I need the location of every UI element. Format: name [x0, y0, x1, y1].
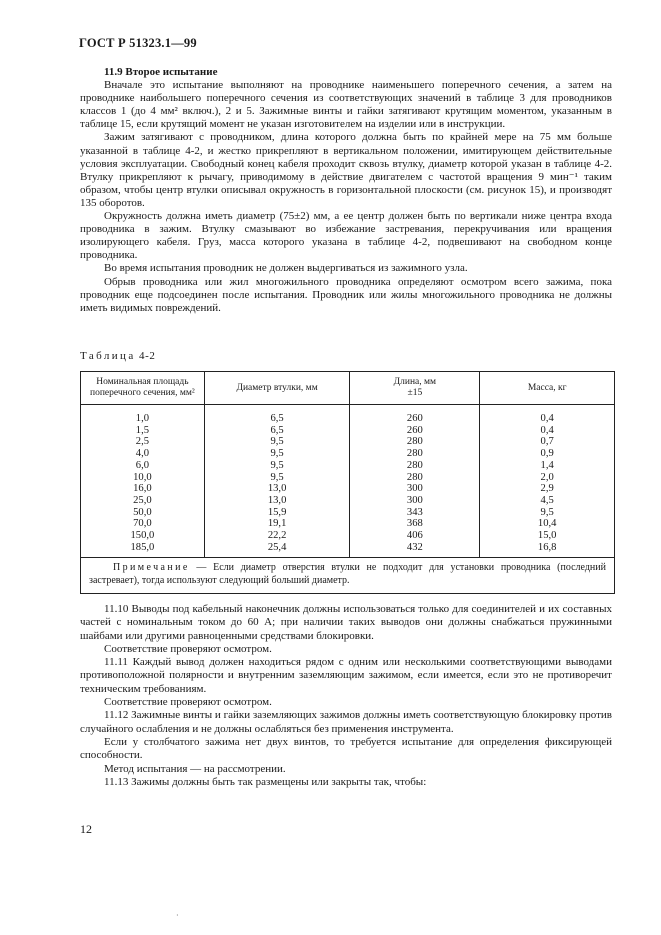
paragraph: Зажим затягивают с проводником, длина которого должна быть по крайней мере на 75 мм больше указанной в таблице 4-2, и жестко прикрепляют в вертикальном положении, имитирующем действительные условия эксплуатации. Свободный конец кабеля проходит сквозь втулку, диаметр которой указан в таблице 4-2. Втулку прикрепляют к рычагу, приводимому в действие двигателем с частотой вращения 9 мин⁻¹ таким образом, чтобы центр втулки описывал окружность в горизонтальной плоскости (см. рисунок 15), и производят 135 оборотов.	[80, 131, 612, 209]
table-caption-number: 4-2	[138, 350, 156, 362]
table-note	[81, 558, 615, 594]
paragraph: Соответствие проверяют осмотром.	[104, 696, 272, 709]
header-mass: Масса, кг	[480, 372, 615, 405]
paragraph: 11.12 Зажимные винты и гайки заземляющих зажимов должны иметь соответствующую блокировку против случайного ослабления и не должны ослабляться без применения инструмента.	[80, 709, 612, 735]
column-diameter: 6,5 6,5 9,5 9,5 9,5 9,5 13,0 13,0 15,9 19,1 22,2 25,4	[204, 405, 350, 558]
column-area: 1,0 1,5 2,5 4,0 6,0 10,0 16,0 25,0 50,0 70,0 150,0 185,0	[81, 405, 205, 558]
page-number: 12	[80, 822, 92, 836]
paragraph: Метод испытания — на рассмотрении.	[104, 762, 286, 775]
note-text: — Если диаметр отверстия втулки не подходит для установки проводника (последний застревает), тогда используют следующий больший диаметр.	[89, 562, 606, 586]
paragraph: Если у столбчатого зажима нет двух винтов, то требуется испытание для определения фиксирующей способности.	[80, 735, 612, 762]
paragraph: Вначале это испытание выполняют на проводнике наименьшего поперечного сечения, а затем на проводнике наибольшего поперечного сечения из соответствующих значений в таблице 3 для проводников классов 1 (до 4 мм² включ.), 2 и 5. Зажимные винты и гайки затягивают крутящим моментом, указанным в таблице 15, если крутящий момент не указан изготовителем на изделии или в инструкции.	[80, 79, 612, 131]
sections-11-10-to-11-13	[80, 603, 612, 789]
header-length: Длина, мм ±15	[350, 372, 480, 405]
note-label: Примечание	[113, 562, 190, 574]
paragraph: Обрыв проводника или жил многожильного проводника определяют осмотром всего зажима, пока проводник еще подсоединен после испытания. Проводник или жилы многожильного проводника не должны иметь видимых повреждений.	[80, 275, 612, 314]
scan-mark: ·	[176, 911, 179, 920]
table-4-2	[80, 371, 615, 594]
column-length: 260 260 280 280 280 280 300 300 343 368 406 432	[350, 405, 480, 558]
table-data-row	[81, 405, 615, 558]
paragraph: Во время испытания проводник не должен выдергиваться из зажимного узла.	[104, 262, 468, 275]
paragraph: Соответствие проверяют осмотром.	[104, 642, 272, 655]
document-header: ГОСТ Р 51323.1—99	[79, 36, 197, 50]
column-mass: 0,4 0,4 0,7 0,9 1,4 2,0 2,9 4,5 9,5 10,4 15,0 16,8	[480, 405, 615, 558]
paragraph: Окружность должна иметь диаметр (75±2) мм, а ее центр должен быть по вертикали ниже центра входа проводника в зажим. Втулку смазывают во избежание застревания, перекручивания или вращения изолирующего кабеля. Груз, масса которого указана в таблице 4-2, подвешивают на свободном конце проводника.	[80, 210, 612, 262]
header-diameter: Диаметр втулки, мм	[204, 372, 350, 405]
paragraph: 11.10 Выводы под кабельный наконечник должны использоваться только для соединителей и их составных частей с номинальным током до 60 А; при наличии таких выводов они должны снабжаться пружинными шайбами или другими равноценными средствами блокировки.	[80, 603, 612, 642]
header-area: Номинальная площадь поперечного сечения, мм²	[81, 372, 205, 405]
table-caption-word: Таблица	[80, 350, 136, 362]
paragraph: 11.11 Каждый вывод должен находиться рядом с одним или несколькими соответствующими выводами противоположной полярности и внутренним заземляющим зажимом, если имеется, если это не противоречит техническим требованиям.	[80, 656, 612, 695]
table-caption	[80, 350, 155, 362]
section-11-9	[80, 66, 612, 315]
table-header-row	[81, 372, 615, 405]
table-note-row	[81, 558, 615, 594]
paragraph: 11.13 Зажимы должны быть так размещены или закрыты так, чтобы:	[104, 775, 427, 788]
section-title: 11.9 Второе испытание	[104, 66, 218, 78]
